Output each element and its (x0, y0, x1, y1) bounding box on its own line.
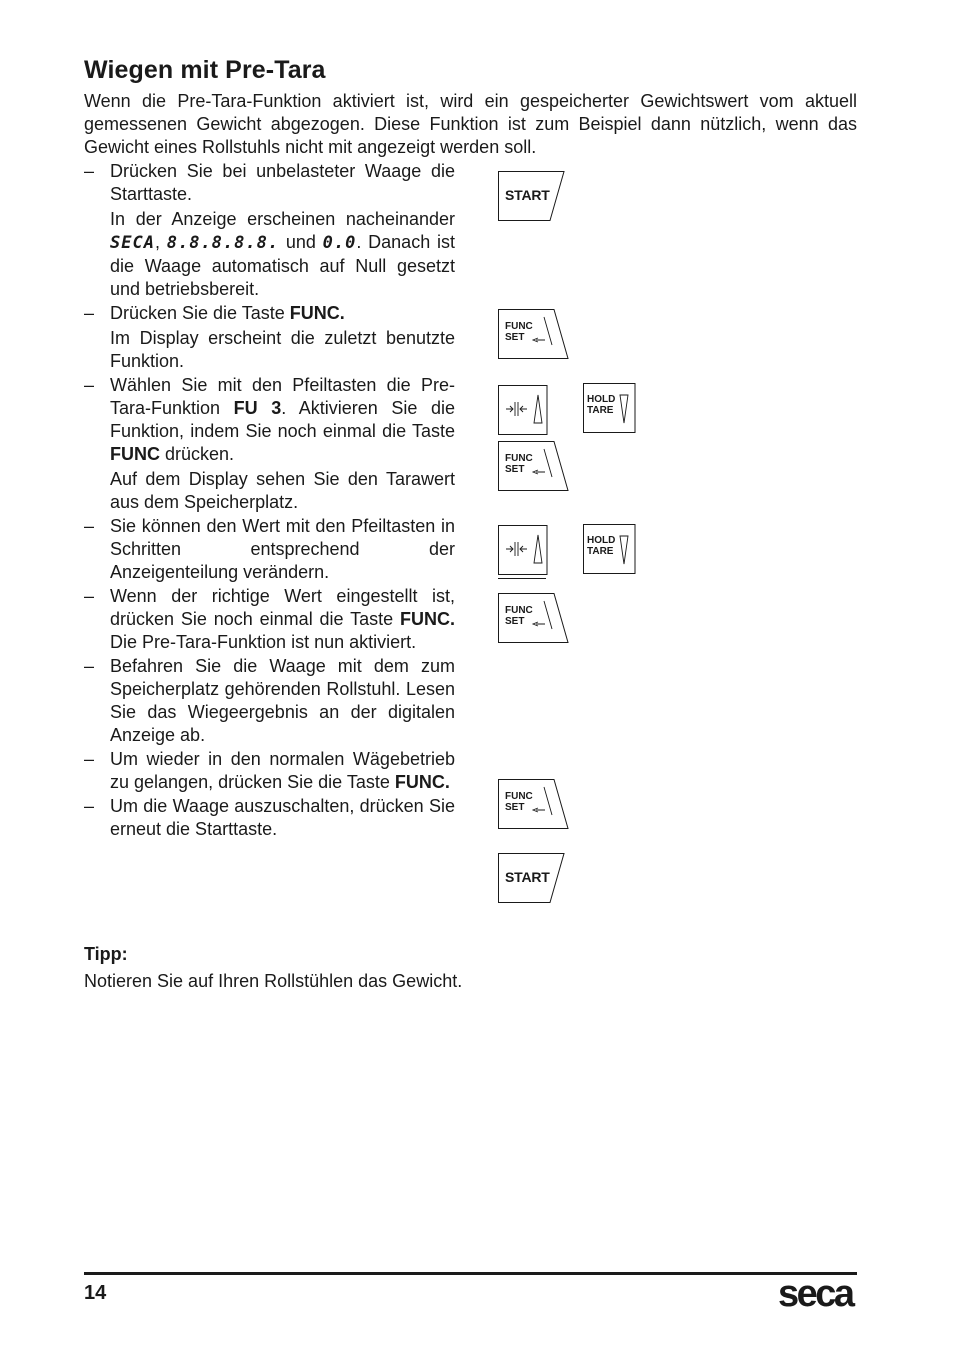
func-label-line: FUNC (505, 605, 533, 616)
start-key-icon (498, 853, 567, 902)
set-label-line: SET (505, 802, 525, 813)
intro-paragraph: Wenn die Pre-Tara-Funktion aktiviert ist, wird ein gespeicherter Gewichtswert vom aktuell gemessenen Gewicht abgezogen. Diese Funktion ist zum Beispiel dann nützlich, wenn das Gewicht eines Rollstuhls nicht mit angezeigt werden soll. (84, 91, 857, 157)
list-dash: – (84, 586, 95, 606)
list-item (84, 585, 455, 654)
func-set-key-label (505, 605, 533, 627)
list-item (84, 374, 455, 514)
list-dash: – (84, 796, 95, 816)
step-text: Um die Waage auszuschalten, drücken Sie erneut die Starttaste. (110, 796, 455, 839)
step-text-part: Um wieder in den normalen Wägebetrieb zu gelangen, drücken Sie die Taste (110, 749, 455, 792)
step-text: Drücken Sie bei unbelasteter Waage die Starttaste. (110, 161, 455, 204)
list-item (84, 515, 455, 584)
hold-tare-key-icon (583, 524, 637, 573)
func-set-key-icon (498, 779, 567, 828)
step-text (110, 302, 455, 325)
list-item (84, 748, 455, 794)
hold-tare-key-label (587, 394, 615, 416)
func-set-key-icon (498, 441, 567, 490)
start-key-label: START (505, 869, 550, 885)
list-dash: – (84, 161, 95, 181)
arrow-key-icon (498, 525, 548, 574)
key-reference: FUNC. (289, 303, 345, 323)
step-text-part: . Danach ist die Waage automatisch auf Null gesetzt und betriebsbereit. (110, 232, 455, 299)
func-label-line: FUNC (505, 791, 533, 802)
func-label-line: FUNC (505, 321, 533, 332)
step-text: Befahren Sie die Waage mit dem zum Speicherplatz gehörenden Rollstuhl. Lesen Sie das Wiegeergebnis an der digitalen Anzeige ab. (110, 656, 455, 745)
tip-text: Notieren Sie auf Ihren Rollstühlen das Gewicht. (84, 971, 463, 991)
list-item (84, 302, 455, 373)
list-item (84, 795, 455, 841)
instruction-list (84, 160, 455, 841)
set-label-line: SET (505, 464, 525, 475)
divider (498, 578, 546, 579)
step-text (110, 208, 455, 301)
func-set-key-label (505, 453, 533, 475)
key-reference: FUNC (110, 444, 160, 464)
func-set-key-icon (498, 593, 567, 642)
func-label-line: FUNC (505, 453, 533, 464)
hold-label-line: HOLD (587, 394, 616, 405)
step-text (110, 585, 455, 654)
arrow-key-icon (498, 385, 548, 434)
seca-logo: seca (778, 1273, 853, 1315)
step-text-part: . Aktivieren Sie die Funktion, indem Sie noch einmal die Taste (110, 398, 455, 441)
start-key-icon (498, 171, 567, 220)
start-key-label: START (505, 187, 550, 203)
step-text-part: , (154, 232, 167, 252)
step-text (110, 748, 455, 794)
list-dash: – (84, 656, 95, 676)
step-text (110, 374, 455, 466)
step-text: Auf dem Display sehen Sie den Tarawert aus dem Speicherplatz. (110, 469, 455, 512)
key-reference: FUNC. (394, 772, 450, 792)
tare-label-line: TARE (587, 405, 614, 416)
step-text-part: und (279, 232, 323, 252)
display-code-test: 8.8.8.8.8. (166, 233, 280, 253)
func-set-key-label (505, 321, 533, 343)
hold-tare-key-icon (583, 383, 637, 432)
key-reference: FUNC. (400, 609, 455, 629)
list-item (84, 655, 455, 747)
func-set-key-icon (498, 309, 567, 358)
display-code-seca: SECA (110, 233, 155, 253)
list-dash: – (84, 375, 95, 395)
hold-tare-key-label (587, 535, 615, 557)
step-text-part: Die Pre-Tara-Funktion ist nun aktiviert. (110, 632, 417, 652)
display-code-zero: 0.0 (322, 233, 357, 253)
step-text-part: In der Anzeige erscheinen nacheinander (110, 209, 455, 229)
step-text: Sie können den Wert mit den Pfeiltasten in Schritten entsprechend der Anzeigenteilung verändern. (110, 516, 455, 582)
list-item (84, 160, 455, 301)
step-text: Im Display erscheint die zuletzt benutzte Funktion. (110, 328, 455, 371)
page-number: 14 (84, 1282, 107, 1304)
tip-heading: Tipp: (84, 944, 128, 964)
set-label-line: SET (505, 332, 525, 343)
list-dash: – (84, 303, 95, 323)
step-text-part: Wenn der richtige Wert eingestellt ist, drücken Sie noch einmal die Taste (110, 586, 455, 629)
function-reference: FU 3 (233, 398, 282, 418)
tare-label-line: TARE (587, 546, 614, 557)
func-set-key-label (505, 791, 533, 813)
page-title: Wiegen mit Pre-Tara (84, 56, 326, 84)
hold-label-line: HOLD (587, 535, 616, 546)
set-label-line: SET (505, 616, 525, 627)
list-dash: – (84, 516, 95, 536)
list-dash: – (84, 749, 95, 769)
step-text-part: drücken. (160, 444, 235, 464)
step-text-part: Drücken Sie die Taste (110, 303, 290, 323)
step-text-part: Wählen Sie mit den Pfeiltasten die Pre-Tara-Funktion (110, 375, 455, 418)
footer-divider (84, 1272, 857, 1275)
